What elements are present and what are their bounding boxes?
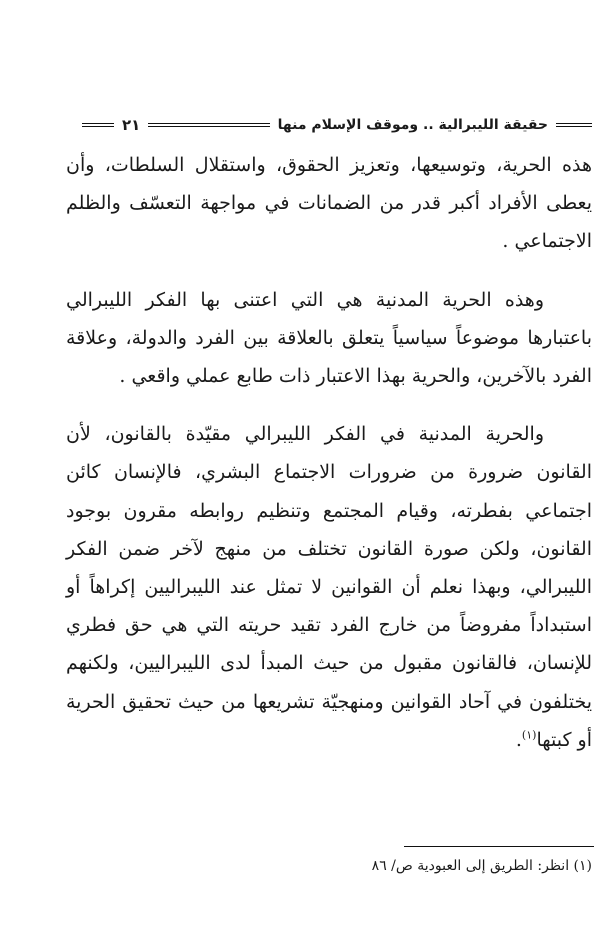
paragraph-3 bbox=[66, 415, 592, 759]
running-header bbox=[82, 112, 592, 138]
paragraph-3-period: . bbox=[515, 728, 522, 751]
header-rule-left bbox=[82, 123, 114, 127]
header-rule-middle bbox=[148, 123, 269, 127]
footnote: (١) انظر: الطريق إلى العبودية ص/ ٨٦ bbox=[371, 858, 592, 874]
paragraph-3-text: والحرية المدنية في الفكر الليبرالي مقيّدة بالقانون، لأن القانون ضرورة من ضرورات الاجتماع البشري، فالإنسان كائن اجتماعي بفطرته، وقيام المجتمع وتنظيم روابطه مقرون بوجود القانون، ولكن صورة القانون تختلف من منهج لآخر ضمن الفكر الليبرالي، وبهذا نعلم أن القوانين لا تمثل عند الليبراليين إكراهاً أو استبداداً مفروضاً من خارج الفرد تقيد حريته التي هي حق فطري للإنسان، فالقانون مقبول من حيث المبدأ لدى الليبراليين، ولكنهم يختلفون في آحاد القوانين ومنهجيّة تشريعها من حيث تحقيق الحرية أو كبتها bbox=[66, 423, 592, 751]
page-number: ٢١ bbox=[122, 116, 141, 134]
footnote-marker: (١) bbox=[521, 728, 537, 742]
main-text bbox=[66, 146, 592, 779]
paragraph-2: وهذه الحرية المدنية هي التي اعتنى بها الفكر الليبرالي باعتبارها موضوعاً سياسياً يتعلق بالعلاقة بين الفرد والدولة، وعلاقة الفرد بالآخرين، والحرية بهذا الاعتبار ذات طابع عملي واقعي . bbox=[66, 288, 592, 388]
header-rule-right bbox=[556, 123, 592, 127]
paragraph-1: هذه الحرية، وتوسيعها، وتعزيز الحقوق، واستقلال السلطات، وأن يعطى الأفراد أكبر قدر من الضمانات في مواجهة التعسّف والظلم الاجتماعي . bbox=[66, 154, 592, 253]
running-header-title: حقيقة الليبرالية .. وموقف الإسلام منها bbox=[277, 117, 548, 133]
footnote-separator bbox=[404, 846, 594, 847]
